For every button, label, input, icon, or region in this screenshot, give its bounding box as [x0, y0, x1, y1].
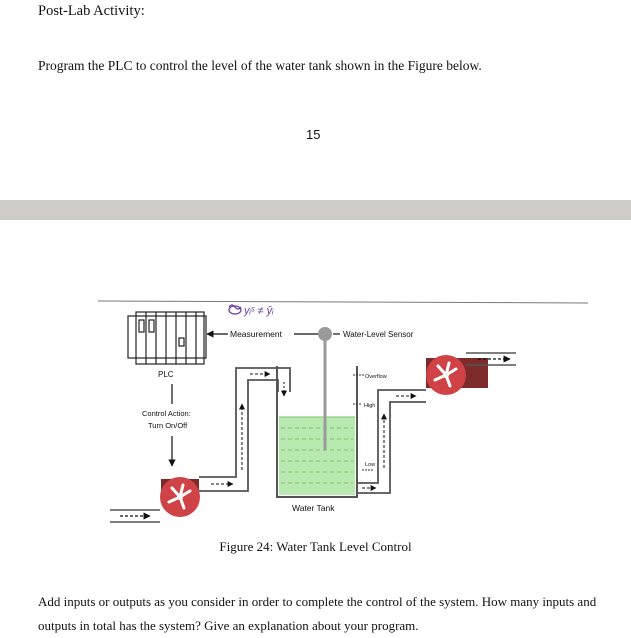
control-action-label: Control Action: [142, 409, 191, 418]
sensor-label: Water-Level Sensor [343, 330, 414, 339]
measurement-label: Measurement [230, 329, 282, 339]
intro-text: Program the PLC to control the level of the water tank shown in the Figure below. [38, 58, 482, 73]
outlet-pump-icon [426, 355, 488, 395]
inlet-pump-icon [160, 477, 200, 517]
page-break [0, 200, 631, 220]
heading: Post-Lab Activity: [38, 3, 145, 19]
figure-frame-line [98, 301, 588, 303]
overflow-label: Overflow [365, 374, 387, 380]
figure-caption: Figure 24: Water Tank Level Control [219, 539, 412, 554]
low-label: Low [365, 462, 376, 468]
water-tank-figure [0, 298, 631, 538]
plc-label: PLC [158, 370, 174, 379]
tank-label: Water Tank [292, 503, 335, 513]
formula: yᵢˢ ≠ ŷᵢ [244, 305, 274, 317]
plc-icon [128, 312, 206, 364]
page-number: 15 [306, 127, 321, 142]
question-text: Add inputs or outputs as you consider in order to complete the control of the system. How many inputs and outputs in total has the system? Give an explanation about your program. [38, 594, 597, 633]
control-action-sub: Turn On/Off [148, 421, 188, 430]
high-label: High [364, 403, 376, 409]
water-tank [277, 366, 357, 497]
formula-icon [229, 305, 241, 314]
